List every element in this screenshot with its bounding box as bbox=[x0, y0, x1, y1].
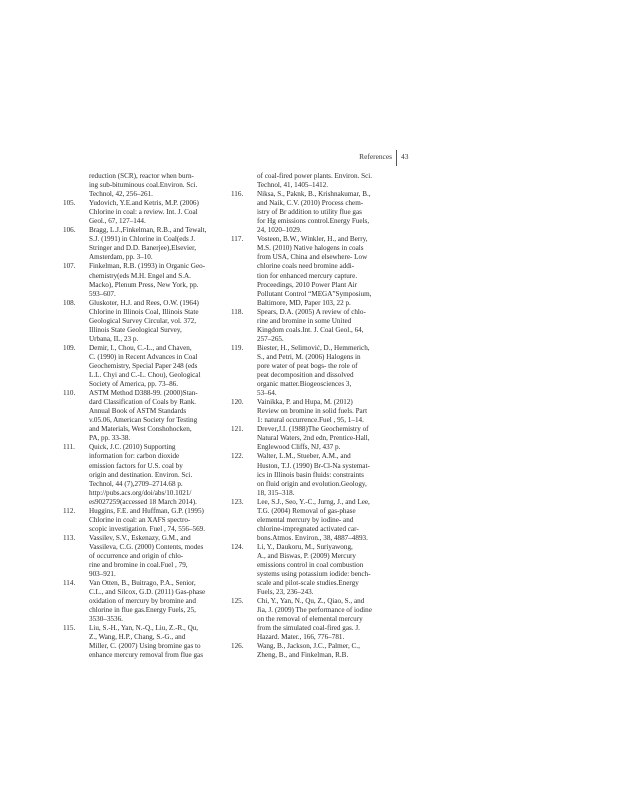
reference-line: Huggins, F.E. and Huffman, G.P. (1995) bbox=[89, 506, 204, 515]
reference-number: 113. bbox=[63, 533, 76, 542]
reference-line: scopic investigation. Fuel , 74, 556–569. bbox=[89, 524, 206, 533]
reference-number: 112. bbox=[63, 506, 76, 515]
reference-number: 118. bbox=[231, 307, 244, 316]
reference-line: C.L., and Silcox, G.D. (2011) Gas-phase bbox=[89, 588, 206, 597]
reference-line: Huston, T.J. (1990) Br-Cl-Na systemat- bbox=[257, 461, 370, 470]
reference-line: Baltimore, MD, Paper 103, 22 p. bbox=[257, 298, 351, 307]
reference-line: Geological Survey Circular, vol. 372, bbox=[89, 316, 196, 325]
reference-entry bbox=[231, 235, 391, 307]
reference-line: 53–64. bbox=[257, 389, 277, 398]
reference-number: 115. bbox=[63, 624, 76, 633]
reference-line: origin and destination. Environ. Sci. bbox=[89, 470, 193, 479]
reference-number: 120. bbox=[231, 398, 244, 407]
reference-line: enhance mercury removal from flue gas bbox=[89, 651, 203, 660]
reference-line: S., and Petri, M. (2006) Halogens in bbox=[257, 352, 361, 361]
reference-line: Quick, J.C. (2010) Supporting bbox=[89, 443, 176, 452]
reference-entry bbox=[63, 199, 223, 226]
reference-line: Yudovich, Y.E.and Ketris, M.P. (2006) bbox=[89, 199, 199, 208]
header-divider bbox=[396, 150, 397, 166]
reference-number: 117. bbox=[231, 235, 244, 244]
reference-line: chlorine in flue gas.Energy Fuels, 25, bbox=[89, 606, 196, 615]
reference-entry bbox=[231, 642, 391, 660]
reference-line: Review on bromine in solid fuels. Part bbox=[257, 407, 368, 416]
reference-entry bbox=[231, 452, 391, 497]
reference-line: chlorine-impregnated activated car- bbox=[257, 524, 359, 533]
reference-entry bbox=[63, 344, 223, 389]
reference-line: Society of America, pp. 73–86. bbox=[89, 380, 179, 389]
reference-line: Proceedings, 2010 Power Plant Air bbox=[257, 280, 358, 289]
reference-number: 105. bbox=[63, 199, 76, 208]
reference-line: Vainikka, P. and Hupa, M. (2012) bbox=[257, 398, 353, 407]
reference-line: Spears, D.A. (2005) A review of chlo- bbox=[257, 307, 366, 316]
reference-line: on fluid origin and evolution.Geology, bbox=[257, 479, 367, 488]
reference-line: Wang, B., Jackson, J.C., Palmer, C., bbox=[257, 642, 360, 651]
reference-line: Demir, I., Chou, C.-L., and Chaven, bbox=[89, 343, 192, 352]
reference-line: T.G. (2004) Removal of gas-phase bbox=[257, 506, 356, 515]
reference-line: of occurrence and origin of chlo- bbox=[89, 551, 184, 560]
reference-entry bbox=[63, 579, 223, 624]
reference-line: dard Classification of Coals by Rank. bbox=[89, 398, 197, 407]
reference-line: ing sub-bituminous coal.Environ. Sci. bbox=[89, 181, 198, 190]
reference-line: Stringer and D.D. Banerjee),Elsevier, bbox=[89, 244, 196, 253]
reference-line: Chlorine in coal: an XAFS spectro- bbox=[89, 515, 191, 524]
reference-line: peat decomposition and dissolved bbox=[257, 371, 354, 380]
reference-entry bbox=[63, 262, 223, 298]
reference-line: Lee, S.J., Seo, Y.-C., Jurng, J., and Lee, bbox=[257, 497, 370, 506]
reference-number: 121. bbox=[231, 425, 244, 434]
reference-number: 114. bbox=[63, 579, 76, 588]
reference-line: Chlorine in coal: a review. Int. J. Coal bbox=[89, 208, 198, 217]
reference-entry bbox=[63, 389, 223, 443]
reference-entry bbox=[231, 398, 391, 425]
reference-number: 119. bbox=[231, 343, 244, 352]
reference-line: Vosteen, B.W., Winkler, H., and Berry, bbox=[257, 235, 368, 244]
reference-line: Z., Wang, H.P., Chang, S.-G., and bbox=[89, 633, 186, 642]
reference-entry bbox=[63, 534, 223, 579]
reference-line: from the simulated coal-fired gas. J. bbox=[257, 624, 360, 633]
reference-line: bons.Atmos. Environ., 38, 4887–4893. bbox=[257, 533, 368, 542]
reference-number: 125. bbox=[231, 597, 244, 606]
reference-line: Chlorine in Illinois Coal, Illinois State bbox=[89, 307, 199, 316]
reference-number: 116. bbox=[231, 190, 244, 199]
reference-line: Van Otten, B., Buitrago, P.A., Senior, bbox=[89, 579, 196, 588]
reference-line: emissions control in coal combustion bbox=[257, 561, 364, 570]
reference-line: Li, Y., Daukoru, M., Suriyawong, bbox=[257, 542, 353, 551]
reference-entry bbox=[231, 172, 391, 190]
reference-entry bbox=[63, 624, 223, 660]
reference-number: 123. bbox=[231, 497, 244, 506]
reference-line: L.L. Chyi and C.-L. Chou), Geological bbox=[89, 371, 201, 380]
reference-line: Technol, 44 (7),2709–2714.68 p. bbox=[89, 479, 183, 488]
reference-number: 124. bbox=[231, 542, 244, 551]
reference-line: Fuels, 23, 236–243. bbox=[257, 588, 314, 597]
reference-line: Niksa, S., Paknk, B., Krishnakumar, B., bbox=[257, 190, 371, 199]
reference-line: Vassileva, C.G. (2000) Contents, modes bbox=[89, 542, 204, 551]
reference-line: Vassilev, S.V., Eskenazy, G.M., and bbox=[89, 533, 191, 542]
reference-number: 110. bbox=[63, 389, 76, 398]
reference-line: rine and bromine in some United bbox=[257, 316, 352, 325]
reference-line: Drever,J.I. (1988)The Geochemistry of bbox=[257, 425, 369, 434]
reference-entry bbox=[63, 226, 223, 262]
reference-line: Macko), Plenum Press, New York, pp. bbox=[89, 280, 199, 289]
reference-line: Bragg, L.J.,Finkelman, R.B., and Tewalt, bbox=[89, 226, 207, 235]
reference-line: elemental mercury by iodine- and bbox=[257, 515, 354, 524]
reference-line: of coal-fired power plants. Environ. Sci. bbox=[257, 172, 373, 180]
reference-line: 257–265. bbox=[257, 334, 284, 343]
reference-number: 109. bbox=[63, 343, 76, 352]
reference-line: Technol, 41, 1405–1412. bbox=[257, 181, 329, 190]
reference-line: Jia, J. (2009) The performance of iodine bbox=[257, 606, 372, 615]
reference-line: rine and bromine in coal.Fuel , 79, bbox=[89, 561, 188, 570]
reference-number: 126. bbox=[231, 642, 244, 651]
reference-line: S.J. (1991) in Chlorine in Coal(eds J. bbox=[89, 235, 196, 244]
reference-entry bbox=[231, 308, 391, 344]
reference-line: A., and Biswas, P. (2009) Mercury bbox=[257, 551, 356, 560]
reference-entry bbox=[231, 543, 391, 597]
reference-column-right bbox=[231, 172, 391, 661]
reference-line: C. (1990) in Recent Advances in Coal bbox=[89, 352, 198, 361]
reference-number: 108. bbox=[63, 298, 76, 307]
reference-line: Finkelman, R.B. (1993) in Organic Geo- bbox=[89, 262, 206, 271]
reference-line: scale and pilot-scale studies.Energy bbox=[257, 579, 359, 588]
reference-line: Natural Waters, 2nd edn, Prentice-Hall, bbox=[257, 434, 370, 443]
reference-line: 903–921. bbox=[89, 570, 116, 579]
reference-line: ASTM Method D388-99. (2000)Stan- bbox=[89, 389, 198, 398]
reference-line: Zheng, B., and Finkelman, R.B. bbox=[257, 651, 349, 660]
reference-line: Urbana, IL, 23 p. bbox=[89, 334, 139, 343]
reference-line: es9027259(accessed 18 March 2014). bbox=[89, 497, 197, 506]
reference-entry bbox=[231, 597, 391, 642]
reference-entry bbox=[63, 299, 223, 344]
reference-number: 111. bbox=[63, 443, 75, 452]
reference-line: Kingdom coals.Int. J. Coal Geol., 64, bbox=[257, 325, 364, 334]
reference-line: istry of Br addition to utility flue gas bbox=[257, 208, 362, 217]
reference-column-left bbox=[63, 172, 223, 661]
reference-entry bbox=[231, 344, 391, 398]
reference-line: pore water of peat bogs- the role of bbox=[257, 361, 358, 370]
reference-line: Amsterdam, pp. 3–10. bbox=[89, 253, 153, 262]
reference-entry bbox=[231, 190, 391, 235]
page-number: 43 bbox=[401, 152, 409, 161]
reference-line: Illinois State Geological Survey, bbox=[89, 325, 182, 334]
reference-entry bbox=[231, 498, 391, 543]
reference-line: on the removal of elemental mercury bbox=[257, 615, 363, 624]
reference-line: Biester, H., Selimović, D., Hemmerich, bbox=[257, 343, 370, 352]
reference-line: and Naik, C.V. (2010) Process chem- bbox=[257, 199, 364, 208]
reference-line: information for: carbon dioxide bbox=[89, 452, 180, 461]
reference-line: Gluskoter, H.J. and Rees, O.W. (1964) bbox=[89, 298, 199, 307]
running-title: References bbox=[359, 152, 392, 161]
reference-line: chemistry(eds M.H. Engel and S.A. bbox=[89, 271, 191, 280]
reference-entry bbox=[63, 443, 223, 506]
reference-line: Miller, C. (2007) Using bromine gas to bbox=[89, 642, 201, 651]
reference-line: Walter, L.M., Stueber, A.M., and bbox=[257, 452, 351, 461]
reference-line: ics in Illinois basin fluids: constraints bbox=[257, 470, 364, 479]
reference-line: Pollutant Control “MEGA”Symposium, bbox=[257, 289, 372, 298]
reference-line: 593–607. bbox=[89, 289, 116, 298]
reference-line: PA, pp. 33-38. bbox=[89, 434, 131, 443]
reference-number: 107. bbox=[63, 262, 76, 271]
reference-line: Annual Book of ASTM Standards bbox=[89, 407, 187, 416]
reference-number: 106. bbox=[63, 226, 76, 235]
reference-number: 122. bbox=[231, 452, 244, 461]
reference-line: Geochemistry, Special Paper 248 (eds bbox=[89, 361, 198, 370]
reference-line: 1: natural occurrence.Fuel , 95, 1–14. bbox=[257, 416, 364, 425]
reference-line: organic matter.Biogeosciences 3, bbox=[257, 380, 352, 389]
reference-entry bbox=[63, 507, 223, 534]
reference-line: 3530–3536. bbox=[89, 615, 123, 624]
reference-line: from USA, China and elsewhere- Low bbox=[257, 253, 368, 262]
reference-line: Englewood Cliffs, NJ, 437 p. bbox=[257, 443, 341, 452]
reference-line: for Hg emissions control.Energy Fuels, bbox=[257, 217, 370, 226]
reference-line: oxidation of mercury by bromine and bbox=[89, 597, 196, 606]
reference-line: M.S. (2010) Native halogens in coals bbox=[257, 244, 364, 253]
reference-line: reduction (SCR), reactor when burn- bbox=[89, 172, 194, 180]
reference-line: chlorine coals need bromine addi- bbox=[257, 262, 355, 271]
reference-line: 24, 1020–1029. bbox=[257, 226, 302, 235]
reference-line: 18, 315–318. bbox=[257, 488, 295, 497]
reference-entry bbox=[63, 172, 223, 199]
reference-line: Technol, 42, 256–261. bbox=[89, 190, 153, 199]
reference-line: systems using potassium iodide: bench- bbox=[257, 570, 371, 579]
reference-line: Chi, Y., Yan, N., Qu, Z., Qiao, S., and bbox=[257, 597, 365, 606]
reference-line: http://pubs.acs.org/doi/abs/10.1021/ bbox=[89, 488, 192, 497]
reference-line: Geol., 67, 127–144. bbox=[89, 217, 146, 226]
reference-entry bbox=[231, 425, 391, 452]
reference-line: v.05.06, American Society for Testing bbox=[89, 416, 198, 425]
running-header bbox=[0, 150, 618, 166]
reference-line: and Materials, West Conshohocken, bbox=[89, 425, 192, 434]
reference-line: emission factors for U.S. coal by bbox=[89, 461, 183, 470]
reference-line: tion for enhanced mercury capture. bbox=[257, 271, 358, 280]
reference-line: Hazard. Mater., 166, 776–781. bbox=[257, 633, 345, 642]
reference-line: Liu, S.-H., Yan, N.-Q., Liu, Z.-R., Qu, bbox=[89, 624, 199, 633]
